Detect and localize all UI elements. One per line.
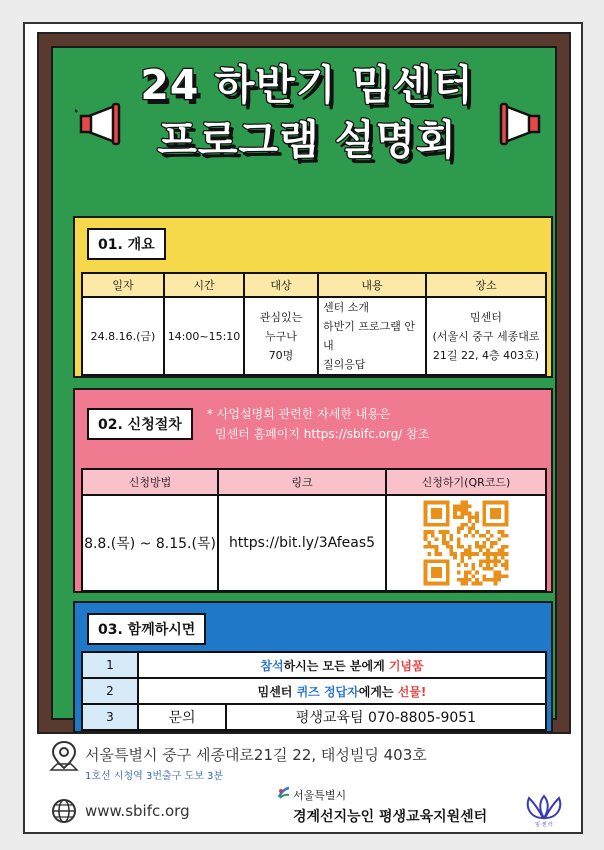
poster-title bbox=[131, 58, 483, 196]
section-overview bbox=[73, 216, 553, 378]
date-cell: 24.8.16.(금) bbox=[82, 297, 164, 375]
inquiry-label: 문의 bbox=[138, 704, 226, 730]
benefit-row-2 bbox=[138, 678, 546, 704]
target-cell bbox=[244, 297, 318, 375]
link-cell[interactable] bbox=[218, 495, 386, 591]
table-header: 대상 bbox=[244, 273, 318, 297]
address-text: 서울특별시 중구 세종대로21길 22, 태성빌딩 403호 bbox=[85, 746, 427, 764]
place-cell bbox=[426, 297, 546, 375]
content-line: 질의응답 bbox=[323, 358, 366, 371]
poster bbox=[23, 22, 583, 834]
time-cell: 14:00~15:10 bbox=[164, 297, 244, 375]
highlight-text: 기념품 bbox=[388, 658, 424, 673]
qr-cell[interactable] bbox=[386, 495, 546, 591]
benefit-text: 밈센터 bbox=[257, 684, 297, 699]
seoul-logo-icon bbox=[277, 786, 291, 800]
highlight-text: 참석 bbox=[260, 658, 284, 673]
table-header: 내용 bbox=[318, 273, 426, 297]
qr-code-icon[interactable] bbox=[420, 497, 512, 589]
row-number: 1 bbox=[82, 652, 138, 678]
benefits-table bbox=[81, 651, 547, 731]
benefit-text: 하시는 모든 분에게 bbox=[283, 658, 389, 673]
period-cell: 8.8.(목) ~ 8.15.(목) bbox=[82, 495, 218, 591]
content-line: 센터 소개 bbox=[323, 301, 370, 314]
target-line: 70명 bbox=[268, 348, 294, 362]
section-heading: 03. 함께하시면 bbox=[87, 613, 206, 645]
section-heading: 01. 개요 bbox=[87, 228, 166, 260]
megaphone-icon bbox=[75, 102, 127, 146]
apply-link[interactable]: https://bit.ly/3Afeas5 bbox=[228, 535, 376, 551]
row-number: 2 bbox=[82, 678, 138, 704]
table-header: 신청하기(QR코드) bbox=[386, 469, 546, 495]
footer bbox=[25, 740, 581, 832]
website-link[interactable]: www.sbifc.org bbox=[85, 802, 190, 820]
title-line-2: 프로그램 설명회 bbox=[157, 116, 457, 164]
green-board bbox=[51, 46, 557, 726]
notice-line: * 사업설명회 관련한 자세한 내용은 bbox=[207, 407, 391, 421]
overview-table bbox=[81, 272, 547, 376]
row-number: 3 bbox=[82, 704, 138, 730]
table-header: 링크 bbox=[218, 469, 386, 495]
notice-text bbox=[207, 404, 429, 444]
megaphone-icon bbox=[493, 102, 545, 146]
table-header: 일자 bbox=[82, 273, 164, 297]
place-line: (서울시 중구 세종대로 bbox=[432, 329, 540, 343]
frame bbox=[37, 32, 571, 734]
content-line: 하반기 프로그램 안내 bbox=[323, 320, 416, 352]
inquiry-value: 평생교육팀 070-8805-9051 bbox=[226, 704, 546, 730]
table-header: 시간 bbox=[164, 273, 244, 297]
section-benefits bbox=[73, 601, 553, 733]
content-cell bbox=[318, 297, 426, 375]
org-name: 경계선지능인 평생교육지원센터 bbox=[293, 809, 488, 825]
location-pin-icon bbox=[49, 740, 79, 772]
title-line-1: 24 하반기 밈센터 bbox=[140, 61, 474, 109]
logo-text: 밈 센 터 bbox=[535, 822, 553, 828]
benefit-text: 에게는 bbox=[358, 684, 398, 699]
org-city: 서울특별시 bbox=[293, 789, 347, 802]
center-logo-icon bbox=[521, 792, 567, 828]
table-header: 신청방법 bbox=[82, 469, 218, 495]
target-line: 관심있는 bbox=[259, 310, 303, 324]
globe-icon bbox=[51, 798, 77, 824]
highlight-text: 선물! bbox=[397, 684, 427, 699]
place-line: 밈센터 bbox=[470, 310, 502, 324]
section-heading: 02. 신청절차 bbox=[87, 408, 193, 440]
application-table bbox=[81, 468, 547, 592]
target-line: 누구나 bbox=[265, 329, 297, 343]
section-application bbox=[73, 388, 553, 593]
place-line: 21길 22, 4층 403호) bbox=[432, 348, 540, 362]
benefit-row-1 bbox=[138, 652, 546, 678]
highlight-text: 퀴즈 정답자 bbox=[296, 684, 359, 699]
subway-text: 1호선 시청역 3번출구 도보 3분 bbox=[85, 771, 224, 782]
notice-line: 밈센터 홈페이지 https://sbifc.org/ 참조 bbox=[215, 427, 430, 441]
table-header: 장소 bbox=[426, 273, 546, 297]
